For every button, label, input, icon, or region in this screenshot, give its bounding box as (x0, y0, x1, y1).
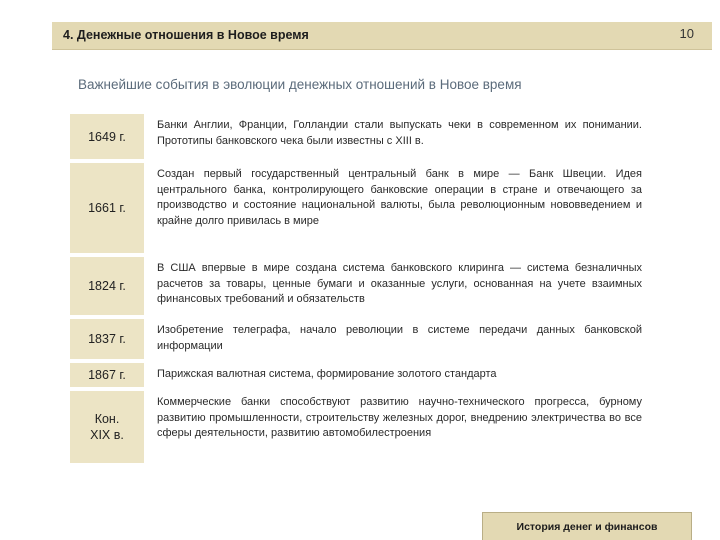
footer-label: История денег и финансов (482, 512, 692, 540)
section-title: 4. Денежные отношения в Новое время (63, 28, 309, 42)
event-year: 1867 г. (70, 363, 144, 387)
event-year: 1824 г. (70, 257, 144, 315)
event-description: Банки Англии, Франции, Голландии стали выпускать чеки в современном их понимании. Прототипы банковского чека были известны с XIII в. (157, 119, 642, 147)
event-description: В США впервые в мире создана система банковского клиринга — система безналичных расчетов за товары, ценные бумаги и оказанные услуги, основанная на учете взаимных финансовых требований и обязательств (157, 262, 642, 305)
page-number: 10 (679, 26, 694, 41)
event-year: 1649 г. (70, 114, 144, 159)
event-year: 1661 г. (70, 163, 144, 253)
event-row (70, 363, 650, 387)
slide-subtitle: Важнейшие события в эволюции денежных отношений в Новое время (78, 77, 522, 92)
event-description: Парижская валютная система, формирование золотого стандарта (157, 368, 497, 380)
event-year: 1837 г. (70, 319, 144, 359)
event-description: Коммерческие банки способствуют развитию научно-технического прогресса, бурному развитию промышленности, строительству железных дорог, внедрению электричества во все сферы деятельности, развитию автомобилестроения (157, 396, 642, 439)
events-timeline (70, 114, 650, 467)
header-bar (52, 22, 712, 50)
event-description: Изобретение телеграфа, начало революции в системе передачи данных банковской информации (157, 324, 642, 352)
event-description: Создан первый государственный центральный банк в мире — Банк Швеции. Идея центрального банка, контролирующего банковские операции в стране и отвечающего за производство и состояние национальной валюты, была революционным нововведением и крайне долго привилась в мире (157, 168, 642, 227)
event-row (70, 114, 650, 159)
event-row (70, 391, 650, 463)
event-row (70, 163, 650, 253)
event-year: Кон. XIX в. (70, 391, 144, 463)
event-row (70, 319, 650, 359)
event-row (70, 257, 650, 315)
